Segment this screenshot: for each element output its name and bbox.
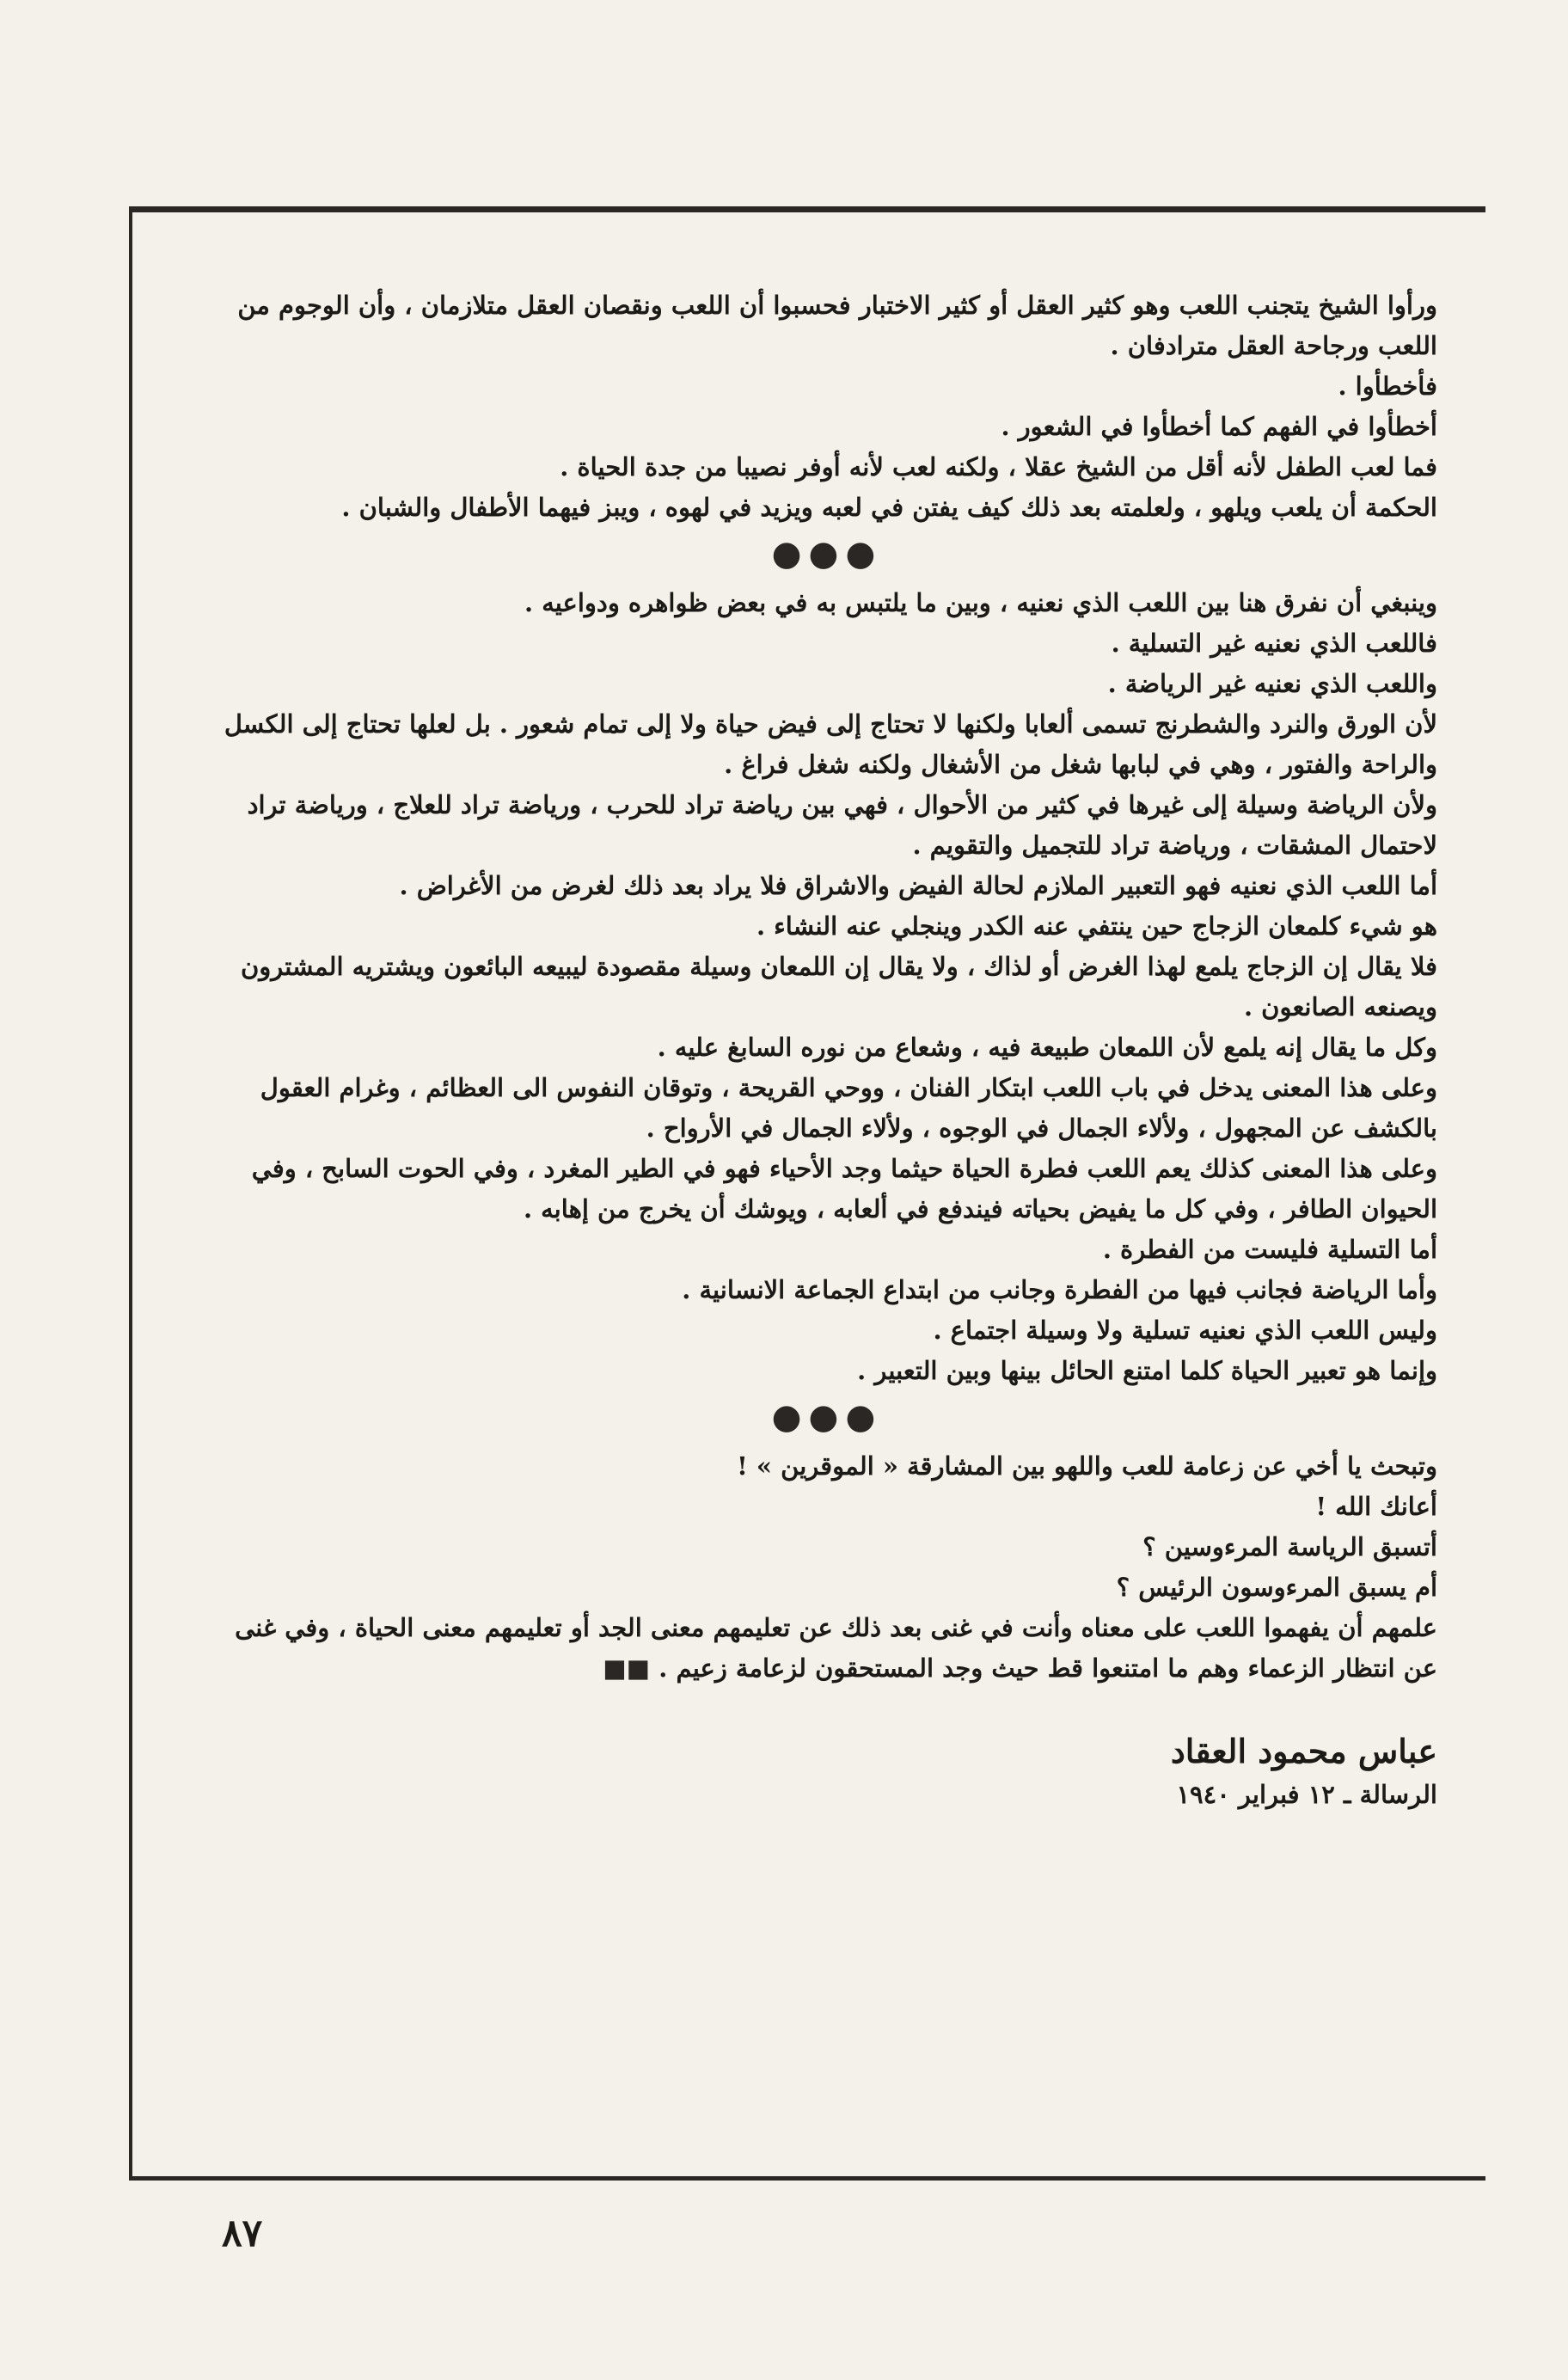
paragraph: فلا يقال إن الزجاج يلمع لهذا الغرض أو لذاك ، ولا يقال إن اللمعان وسيلة مقصودة ليبيعه البائعون ويشتريه المشترون ويصنعه الصانعون . xyxy=(240,952,1437,1021)
section-separator: ●●● xyxy=(771,533,883,574)
paragraph: وأما الرياضة فجانب فيها من الفطرة وجانب من ابتداع الجماعة الانسانية . xyxy=(682,1275,1437,1304)
paragraph: الحكمة أن يلعب ويلهو ، ولعلمته بعد ذلك كيف يفتن في لعبه ويزيد في لهوه ، ويبز فيهما الأطفال والشبان . xyxy=(341,493,1437,522)
paragraph: أما اللعب الذي نعنيه فهو التعبير الملازم لحالة الفيض والاشراق فلا يراد بعد ذلك لغرض من الأغراض . xyxy=(399,871,1437,900)
page-frame xyxy=(129,206,1485,2181)
author-name: عباس محمود العقاد xyxy=(1170,1732,1437,1770)
closing-text: علمهم أن يفهموا اللعب على معناه وأنت في غنى بعد ذلك عن تعليمهم معنى الجد أو تعليمهم معنى الحياة ، وفي غنى عن انتظار الزعماء وهم ما امتنعوا قط حيث وجد المستحقون لزعامة زعيم . xyxy=(235,1613,1437,1683)
paragraph: وتبحث يا أخي عن زعامة للعب واللهو بين المشارقة « الموقرين » ! xyxy=(737,1451,1437,1481)
paragraph: أم يسبق المرءوسون الرئيس ؟ xyxy=(1116,1573,1437,1602)
paragraph: واللعب الذي نعنيه غير الرياضة . xyxy=(1107,669,1437,698)
paragraph: أعانك الله ! xyxy=(1315,1492,1437,1521)
end-mark-icon: ■■ xyxy=(603,1653,651,1683)
paragraph: فاللعب الذي نعنيه غير التسلية . xyxy=(1111,629,1437,658)
paragraph: وينبغي أن نفرق هنا بين اللعب الذي نعنيه ، وبين ما يلتبس به في بعض ظواهره ودواعيه . xyxy=(524,588,1437,617)
paragraph: لأن الورق والنرد والشطرنج تسمى ألعابا ولكنها لا تحتاج إلى فيض حياة ولا إلى تمام شعور . بل لعلها تحتاج إلى الكسل والراحة والفتور ، وهي في لبابها شغل من الأشغال ولكنه شغل فراغ . xyxy=(224,709,1437,779)
article-body xyxy=(217,285,1437,1813)
paragraph: وإنما هو تعبير الحياة كلما امتنع الحائل بينها وبين التعبير . xyxy=(857,1356,1437,1385)
paragraph: أخطأوا في الفهم كما أخطأوا في الشعور . xyxy=(1001,412,1437,441)
paragraph: فما لعب الطفل لأنه أقل من الشيخ عقلا ، ولكنه لعب لأنه أوفر نصيبا من جدة الحياة . xyxy=(560,452,1437,482)
paragraph: وعلى هذا المعنى كذلك يعم اللعب فطرة الحياة حيثما وجد الأحياء فهو في الطير المغرد ، وفي الحوت السابح ، وفي الحيوان الطافر ، وفي كل ما يفيض بحياته فيندفع في ألعابه ، ويوشك أن يخرج من إهابه . xyxy=(251,1154,1437,1224)
paragraph: وليس اللعب الذي نعنيه تسلية ولا وسيلة اجتماع . xyxy=(933,1316,1437,1345)
paragraph: أتسبق الرياسة المرءوسين ؟ xyxy=(1142,1532,1437,1561)
paragraph: وكل ما يقال إنه يلمع لأن اللمعان طبيعة فيه ، وشعاع من نوره السابغ عليه . xyxy=(657,1033,1437,1062)
paragraph: وعلى هذا المعنى يدخل في باب اللعب ابتكار الفنان ، ووحي القريحة ، وتوقان النفوس الى العظائم ، وغرام العقول بالكشف عن المجهول ، ولألاء الجمال في الوجوه ، ولألاء الجمال في الأرواح . xyxy=(260,1073,1437,1143)
source-citation: الرسالة ـ ١٢ فبراير ١٩٤٠ xyxy=(1176,1780,1437,1809)
section-separator: ●●● xyxy=(771,1396,883,1437)
paragraph: ورأوا الشيخ يتجنب اللعب وهو كثير العقل أو كثير الاختبار فحسبوا أن اللعب ونقصان العقل متلازمان ، وأن الوجوم من اللعب ورجاحة العقل مترادفان . xyxy=(237,291,1437,360)
closing-paragraph xyxy=(217,1608,1437,1689)
paragraph: هو شيء كلمعان الزجاج حين ينتفي عنه الكدر وينجلي عنه النشاء . xyxy=(756,911,1437,941)
page-number: ٨٧ xyxy=(222,2211,263,2255)
paragraph: ولأن الرياضة وسيلة إلى غيرها في كثير من الأحوال ، فهي بين رياضة تراد للحرب ، ورياضة تراد للعلاج ، ورياضة تراد لاحتمال المشقات ، ورياضة تراد للتجميل والتقويم . xyxy=(247,790,1437,860)
paragraph: فأخطأوا . xyxy=(1338,371,1437,401)
paragraph: أما التسلية فليست من الفطرة . xyxy=(1102,1235,1437,1264)
